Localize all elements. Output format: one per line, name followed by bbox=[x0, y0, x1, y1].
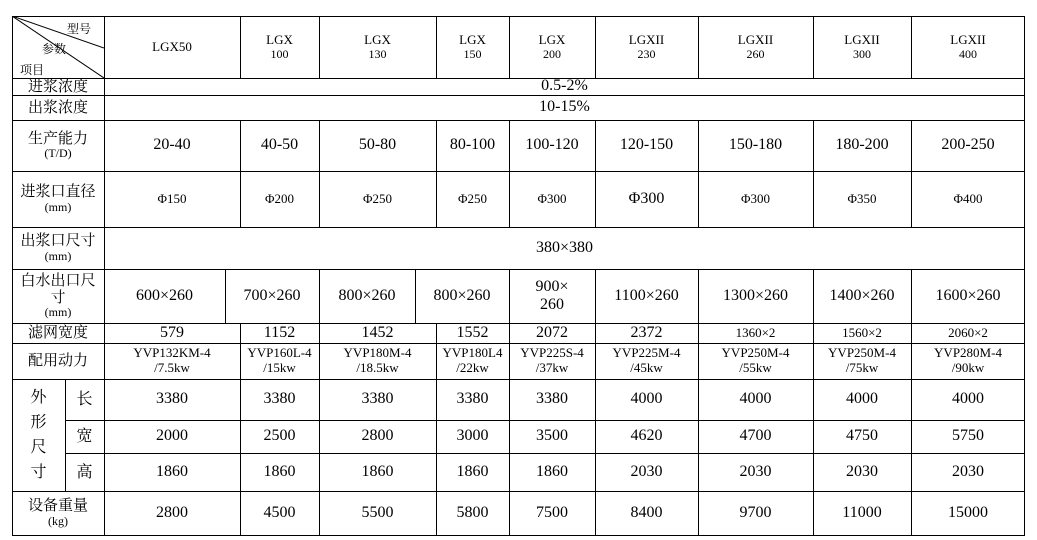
power-motor: YVP160L-4 bbox=[247, 345, 312, 361]
dims-value: 3380 bbox=[456, 390, 489, 408]
row-label-screen_width bbox=[12, 323, 104, 343]
dims-group-char: 外 bbox=[30, 387, 47, 407]
white-water-value-1 bbox=[104, 269, 225, 323]
inlet-dia-value-7 bbox=[698, 171, 813, 227]
dims-width-value-1 bbox=[104, 420, 240, 453]
weight-value-7 bbox=[698, 491, 813, 535]
power-kw: /55kw bbox=[739, 360, 772, 375]
row-label-cont: 寸 bbox=[50, 288, 66, 307]
model-header-5 bbox=[509, 16, 595, 78]
dims-length-value-2 bbox=[240, 379, 319, 420]
capacity-value: 100-120 bbox=[525, 136, 579, 154]
dims-length-value-4 bbox=[436, 379, 509, 420]
screen-width-value-8 bbox=[813, 323, 911, 343]
screen-width-value: 2060×2 bbox=[948, 324, 988, 340]
row-label: 设备重量 bbox=[27, 496, 88, 515]
model-header-2 bbox=[240, 16, 319, 78]
power-motor: YVP250M-4 bbox=[721, 345, 790, 361]
power-value-3 bbox=[319, 343, 436, 379]
dims-value: 1860 bbox=[536, 462, 568, 480]
model-name: LGXII bbox=[950, 31, 986, 47]
row-unit: (mm) bbox=[44, 248, 72, 263]
model-name: LGXII bbox=[628, 31, 665, 47]
dims-length-value-5 bbox=[509, 379, 595, 420]
dims-width-value-5 bbox=[509, 420, 595, 453]
row-label: 滤网宽度 bbox=[27, 323, 88, 342]
white-water-value: 600×260 bbox=[135, 286, 194, 304]
power-motor: YVP225S-4 bbox=[520, 345, 584, 361]
model-header-7 bbox=[698, 16, 813, 78]
dims-height-value-5 bbox=[509, 453, 595, 491]
merged-value-inlet_conc bbox=[104, 78, 1025, 95]
model-header-4 bbox=[436, 16, 509, 78]
dims-height-value-6 bbox=[595, 453, 698, 491]
dims-width-value-7 bbox=[698, 420, 813, 453]
capacity-value: 200-250 bbox=[941, 136, 995, 154]
model-size: 400 bbox=[959, 46, 977, 61]
dims-height-value-3 bbox=[319, 453, 436, 491]
power-motor: YVP225M-4 bbox=[612, 345, 681, 361]
power-kw: /18.5kw bbox=[356, 360, 399, 375]
merged-value-outlet_size bbox=[104, 227, 1025, 269]
weight-value: 9700 bbox=[739, 503, 772, 521]
inlet-dia-value: Φ250 bbox=[457, 190, 487, 206]
weight-value-3 bbox=[319, 491, 436, 535]
model-size: 130 bbox=[368, 46, 387, 61]
power-motor: YVP132KM-4 bbox=[133, 345, 211, 361]
corner-param-label: 参数 bbox=[42, 42, 67, 56]
capacity-value: 50-80 bbox=[358, 136, 397, 154]
screen-width-value: 1152 bbox=[263, 323, 296, 341]
capacity-value-2 bbox=[240, 120, 319, 171]
merged-value-outlet_conc bbox=[104, 95, 1025, 120]
model-header-1 bbox=[104, 16, 240, 78]
power-motor: YVP180L4 bbox=[442, 345, 503, 361]
inlet-dia-value-3 bbox=[319, 171, 436, 227]
dims-height-value-7 bbox=[698, 453, 813, 491]
weight-value: 7500 bbox=[536, 503, 568, 521]
dims-value: 4620 bbox=[630, 427, 663, 445]
power-value-8 bbox=[813, 343, 911, 379]
power-kw: /7.5kw bbox=[154, 360, 190, 375]
white-water-value: 1400×260 bbox=[829, 286, 895, 304]
dims-length-value-3 bbox=[319, 379, 436, 420]
power-value-6 bbox=[595, 343, 698, 379]
power-motor: YVP250M-4 bbox=[828, 345, 896, 361]
power-value-2 bbox=[240, 343, 319, 379]
weight-value-2 bbox=[240, 491, 319, 535]
weight-value-5 bbox=[509, 491, 595, 535]
dims-sub-label: 高 bbox=[76, 461, 93, 481]
dims-height-value-8 bbox=[813, 453, 911, 491]
screen-width-value: 1552 bbox=[456, 323, 489, 341]
capacity-value-7 bbox=[698, 120, 813, 171]
dims-height-value-2 bbox=[240, 453, 319, 491]
dims-height-value-4 bbox=[436, 453, 509, 491]
dims-sub-label: 长 bbox=[76, 389, 93, 409]
inlet-dia-value: Φ300 bbox=[628, 189, 665, 207]
dims-value: 4000 bbox=[952, 390, 984, 408]
corner-model-label: 型号 bbox=[67, 22, 92, 36]
dims-value: 4700 bbox=[739, 427, 772, 445]
weight-value-1 bbox=[104, 491, 240, 535]
row-label-weight bbox=[12, 491, 104, 535]
dims-group-char: 形 bbox=[30, 412, 47, 432]
screen-width-value: 579 bbox=[160, 323, 184, 341]
screen-width-value-3 bbox=[319, 323, 436, 343]
white-water-value-2 bbox=[225, 269, 319, 323]
capacity-value: 180-200 bbox=[835, 136, 889, 154]
model-size: 230 bbox=[637, 46, 656, 61]
dims-value: 3000 bbox=[456, 427, 489, 445]
inlet-dia-value-1 bbox=[104, 171, 240, 227]
dims-height-label bbox=[65, 453, 104, 491]
dims-width-label bbox=[65, 420, 104, 453]
model-name: LGX bbox=[266, 31, 293, 47]
merged-value: 0.5-2% bbox=[541, 77, 588, 95]
model-size: 100 bbox=[270, 46, 289, 61]
white-water-value: 1100×260 bbox=[614, 286, 679, 304]
model-header-3 bbox=[319, 16, 436, 78]
screen-width-value-4 bbox=[436, 323, 509, 343]
dims-length-value-9 bbox=[911, 379, 1025, 420]
white-water-value: 800×260 bbox=[338, 286, 396, 304]
power-motor: YVP280M-4 bbox=[934, 345, 1002, 361]
screen-width-value-9 bbox=[911, 323, 1025, 343]
screen-width-value: 1452 bbox=[361, 323, 394, 341]
dims-height-value-1 bbox=[104, 453, 240, 491]
dims-value: 1860 bbox=[361, 462, 394, 480]
inlet-dia-value: Φ350 bbox=[847, 190, 877, 206]
weight-value: 11000 bbox=[842, 503, 882, 521]
inlet-dia-value-6 bbox=[595, 171, 698, 227]
capacity-value-9 bbox=[911, 120, 1025, 171]
row-label-inlet_conc bbox=[12, 78, 104, 95]
merged-value: 10-15% bbox=[539, 98, 590, 116]
merged-value: 380×380 bbox=[535, 238, 594, 256]
row-label-outlet_conc bbox=[12, 95, 104, 120]
dims-group-label bbox=[12, 379, 65, 491]
dims-width-value-9 bbox=[911, 420, 1025, 453]
model-name: LGXII bbox=[737, 31, 774, 47]
model-header-9 bbox=[911, 16, 1025, 78]
weight-value-4 bbox=[436, 491, 509, 535]
row-label: 出浆浓度 bbox=[27, 97, 88, 116]
white-water-value-9 bbox=[911, 269, 1025, 323]
dims-length-label bbox=[65, 379, 104, 420]
model-size: 260 bbox=[746, 46, 765, 61]
dims-value: 3500 bbox=[536, 427, 568, 445]
model-name: LGX bbox=[538, 31, 566, 47]
dims-group-char: 尺 bbox=[30, 437, 47, 456]
dims-width-value-8 bbox=[813, 420, 911, 453]
row-label: 进浆口直径 bbox=[20, 182, 96, 201]
dims-value: 3380 bbox=[263, 390, 296, 408]
corner-item-label: 项目 bbox=[20, 63, 45, 77]
white-water-value-8 bbox=[813, 269, 911, 323]
model-size: 300 bbox=[853, 46, 871, 61]
capacity-value: 150-180 bbox=[728, 136, 783, 154]
white-water-value-cont: 260 bbox=[540, 296, 564, 313]
dims-sub-label: 宽 bbox=[76, 426, 93, 446]
weight-value: 8400 bbox=[630, 503, 663, 521]
white-water-value: 1600×260 bbox=[935, 286, 1001, 304]
screen-width-value-7 bbox=[698, 323, 813, 343]
dims-value: 1860 bbox=[263, 462, 296, 480]
dims-value: 2000 bbox=[156, 427, 188, 445]
dims-group-char: 寸 bbox=[30, 461, 47, 481]
inlet-dia-value-2 bbox=[240, 171, 319, 227]
power-kw: /45kw bbox=[630, 360, 663, 375]
grid-line bbox=[12, 535, 1025, 536]
inlet-dia-value: Φ400 bbox=[953, 190, 983, 206]
dims-value: 4750 bbox=[846, 427, 878, 445]
inlet-dia-value: Φ300 bbox=[740, 190, 770, 206]
white-water-value: 700×260 bbox=[243, 286, 301, 304]
screen-width-value: 2372 bbox=[630, 323, 663, 341]
row-label-inlet_dia bbox=[12, 171, 104, 227]
dims-value: 2030 bbox=[630, 462, 663, 480]
dims-length-value-1 bbox=[104, 379, 240, 420]
screen-width-value: 1360×2 bbox=[735, 324, 776, 340]
capacity-value-5 bbox=[509, 120, 595, 171]
white-water-value: 800×260 bbox=[433, 286, 491, 304]
dims-value: 3380 bbox=[361, 390, 394, 408]
dims-value: 4000 bbox=[630, 390, 663, 408]
screen-width-value-6 bbox=[595, 323, 698, 343]
inlet-dia-value-8 bbox=[813, 171, 911, 227]
row-unit: (mm) bbox=[44, 305, 72, 320]
power-kw: /22kw bbox=[456, 360, 489, 375]
power-value-9 bbox=[911, 343, 1025, 379]
white-water-value-7 bbox=[698, 269, 813, 323]
weight-value-9 bbox=[911, 491, 1025, 535]
capacity-value-3 bbox=[319, 120, 436, 171]
weight-value-8 bbox=[813, 491, 911, 535]
white-water-value-3 bbox=[319, 269, 415, 323]
model-name: LGX bbox=[364, 31, 391, 47]
capacity-value-8 bbox=[813, 120, 911, 171]
screen-width-value-1 bbox=[104, 323, 240, 343]
white-water-value-4 bbox=[415, 269, 509, 323]
row-label-power bbox=[12, 343, 104, 379]
weight-value-6 bbox=[595, 491, 698, 535]
row-label-outlet_size bbox=[12, 227, 104, 269]
model-size: 200 bbox=[543, 46, 561, 61]
capacity-value: 40-50 bbox=[260, 136, 299, 154]
screen-width-value-2 bbox=[240, 323, 319, 343]
white-water-value: 1300×260 bbox=[722, 286, 789, 304]
spec-table bbox=[12, 16, 1025, 535]
white-water-value-5 bbox=[509, 269, 595, 323]
weight-value: 5500 bbox=[361, 503, 394, 521]
white-water-value: 900× bbox=[535, 277, 569, 295]
inlet-dia-value: Φ200 bbox=[264, 190, 294, 206]
dims-length-value-6 bbox=[595, 379, 698, 420]
power-kw: /90kw bbox=[951, 360, 985, 375]
white-water-value-6 bbox=[595, 269, 698, 323]
dims-value: 2030 bbox=[952, 462, 984, 480]
weight-value: 4500 bbox=[263, 503, 296, 521]
weight-value: 5800 bbox=[456, 503, 489, 521]
capacity-value-4 bbox=[436, 120, 509, 171]
row-unit: (T/D) bbox=[44, 146, 72, 161]
inlet-dia-value-9 bbox=[911, 171, 1025, 227]
dims-length-value-8 bbox=[813, 379, 911, 420]
model-name: LGX bbox=[459, 31, 486, 47]
inlet-dia-value: Φ150 bbox=[157, 190, 187, 206]
dims-value: 1860 bbox=[456, 462, 489, 480]
dims-value: 3380 bbox=[156, 390, 188, 408]
model-name: LGXII bbox=[844, 31, 880, 47]
dims-length-value-7 bbox=[698, 379, 813, 420]
power-value-1 bbox=[104, 343, 240, 379]
dims-width-value-3 bbox=[319, 420, 436, 453]
power-kw: /75kw bbox=[845, 360, 879, 375]
capacity-value: 20-40 bbox=[153, 136, 191, 154]
inlet-dia-value-4 bbox=[436, 171, 509, 227]
inlet-dia-value-5 bbox=[509, 171, 595, 227]
row-label-capacity bbox=[12, 120, 104, 171]
dims-value: 4000 bbox=[739, 390, 772, 408]
capacity-value: 80-100 bbox=[449, 136, 496, 154]
row-label: 配用动力 bbox=[27, 351, 88, 370]
model-header-6 bbox=[595, 16, 698, 78]
dims-value: 2500 bbox=[263, 427, 296, 445]
power-motor: YVP180M-4 bbox=[343, 345, 412, 361]
power-kw: /15kw bbox=[263, 360, 296, 375]
dims-value: 4000 bbox=[846, 390, 878, 408]
row-label-white_water bbox=[12, 269, 104, 323]
screen-width-value-5 bbox=[509, 323, 595, 343]
capacity-value: 120-150 bbox=[619, 136, 674, 154]
dims-value: 1860 bbox=[156, 462, 188, 480]
dims-value: 2030 bbox=[739, 462, 772, 480]
inlet-dia-value: Φ250 bbox=[362, 190, 392, 206]
inlet-dia-value: Φ300 bbox=[537, 190, 567, 206]
dims-height-value-9 bbox=[911, 453, 1025, 491]
row-label: 生产能力 bbox=[27, 128, 88, 147]
dims-value: 3380 bbox=[536, 390, 568, 408]
dims-width-value-4 bbox=[436, 420, 509, 453]
screen-width-value: 2072 bbox=[536, 323, 568, 341]
dims-value: 2800 bbox=[361, 427, 394, 445]
weight-value: 2800 bbox=[156, 503, 188, 521]
model-header-8 bbox=[813, 16, 911, 78]
dims-width-value-2 bbox=[240, 420, 319, 453]
row-unit: (kg) bbox=[48, 513, 68, 528]
capacity-value-1 bbox=[104, 120, 240, 171]
dims-width-value-6 bbox=[595, 420, 698, 453]
power-value-5 bbox=[509, 343, 595, 379]
row-unit: (mm) bbox=[44, 199, 72, 214]
power-kw: /37kw bbox=[535, 360, 569, 375]
row-label: 进浆浓度 bbox=[27, 76, 88, 95]
capacity-value-6 bbox=[595, 120, 698, 171]
model-size: 150 bbox=[463, 46, 482, 61]
row-label: 白水出口尺 bbox=[20, 270, 96, 289]
model-name: LGX50 bbox=[152, 38, 192, 54]
dims-value: 2030 bbox=[846, 462, 878, 480]
power-value-7 bbox=[698, 343, 813, 379]
dims-value: 5750 bbox=[952, 427, 984, 445]
power-value-4 bbox=[436, 343, 509, 379]
weight-value: 15000 bbox=[948, 503, 988, 521]
screen-width-value: 1560×2 bbox=[842, 324, 882, 340]
row-label: 出浆口尺寸 bbox=[20, 231, 96, 250]
